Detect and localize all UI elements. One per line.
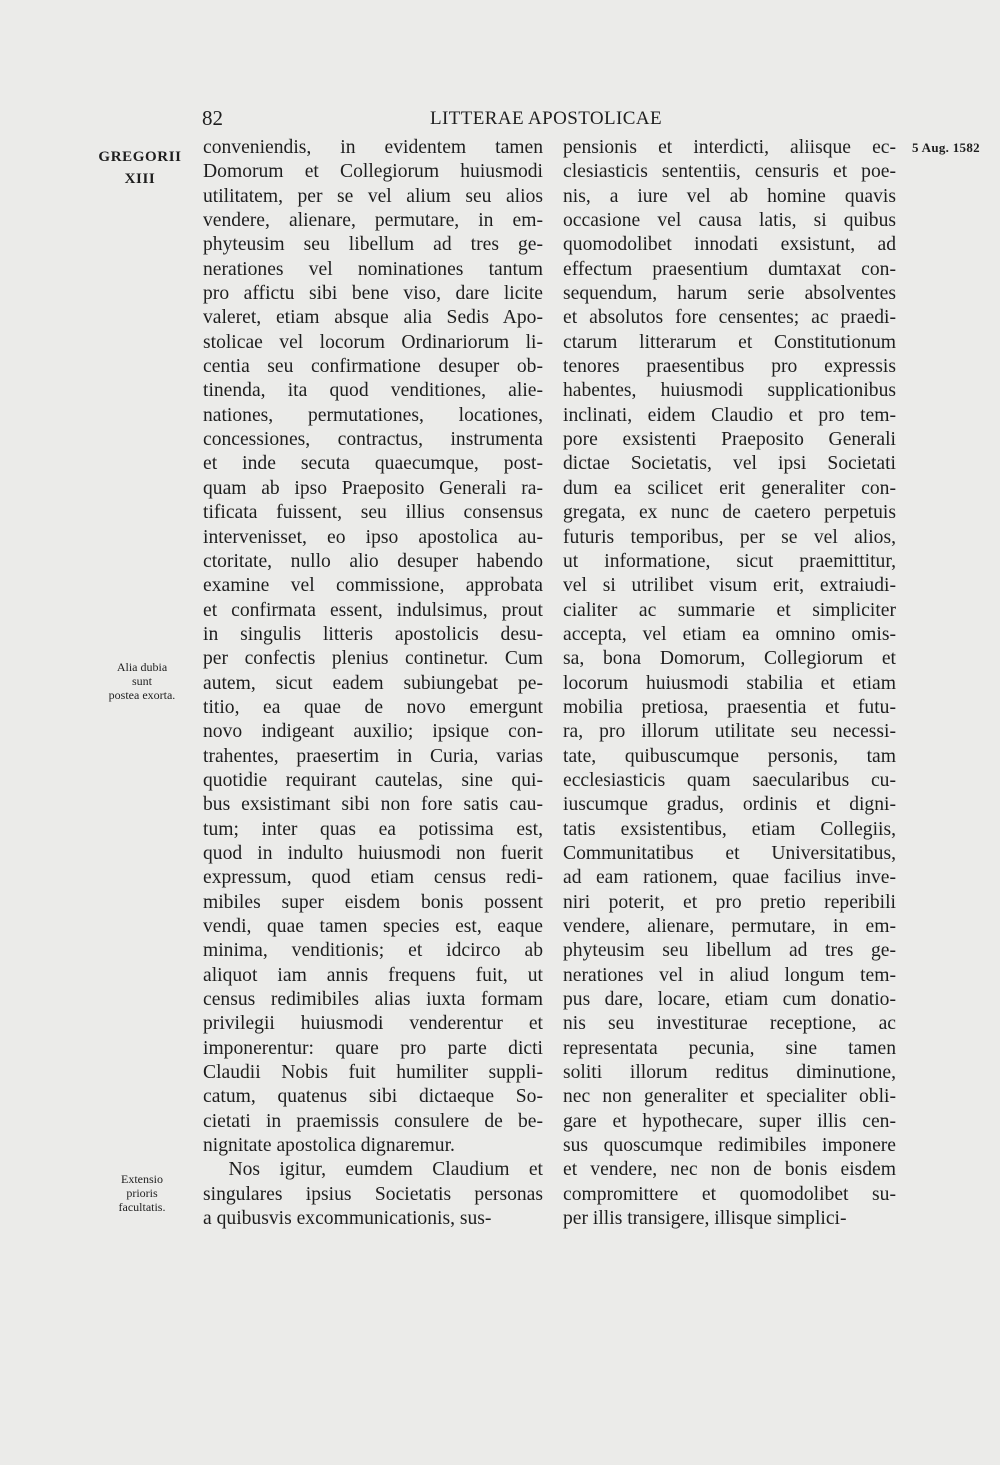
text-line: inclinati, eidem Claudio et pro tem-: [563, 404, 896, 426]
margin-note-extensio: [100, 1172, 184, 1214]
text-line: nerationes vel nominationes tantum: [203, 258, 543, 280]
text-line: representata pecunia, sine tamen: [563, 1037, 896, 1059]
margin-note-line: sunt: [131, 674, 152, 688]
margin-note-line: prioris: [126, 1186, 158, 1200]
text-line: habentes, huiusmodi supplicationibus: [563, 380, 896, 402]
text-line: ecclesiasticis quam saecularibus cu-: [563, 769, 896, 791]
text-line: singulares ipsius Societatis personas: [203, 1183, 543, 1205]
text-line: Claudii Nobis fuit humiliter suppli-: [203, 1062, 543, 1084]
text-line: pro affictu sibi bene viso, dare licite: [203, 283, 543, 305]
text-line: soliti illorum reditus diminutione,: [563, 1062, 896, 1084]
text-line: expressum, quod etiam census redi-: [203, 867, 543, 889]
text-line: quod in indulto huiusmodi non fuerit: [203, 842, 543, 864]
text-line: ut informatione, sicut praemittitur,: [563, 550, 896, 572]
margin-date: 5 Aug. 1582: [912, 140, 980, 155]
running-title: LITTERAE APOSTOLICAE: [430, 108, 662, 129]
text-line: et vendere, nec non de bonis eisdem: [563, 1159, 896, 1181]
text-line: vel si utrilibet visum erit, extraiudi-: [563, 575, 896, 597]
text-line: valeret, etiam absque alia Sedis Apo-: [203, 307, 543, 329]
margin-title-line: XIII: [124, 171, 156, 187]
text-column-left: [203, 136, 543, 1231]
text-line: titio, ea quae de novo emergunt: [203, 696, 543, 718]
text-line: ctarum litterarum et Constitutionum: [563, 331, 896, 353]
text-line: pensionis et interdicti, aliisque ec-: [563, 137, 896, 158]
text-line: gare et hypothecare, super illis cen-: [563, 1110, 896, 1132]
margin-note-alia-dubia: [100, 660, 184, 702]
text-line: minima, venditionis; et idcirco ab: [203, 940, 543, 962]
text-line: privilegii huiusmodi venderentur et: [203, 1013, 543, 1035]
text-line: locorum huiusmodi stabilia et etiam: [563, 672, 896, 694]
text-line: niri poterit, et pro pretio reperibili: [563, 891, 896, 913]
page-number: 82: [202, 106, 223, 130]
text-line: dictae Societatis, vel ipsi Societati: [563, 453, 896, 475]
text-line: Nos igitur, eumdem Claudium et: [228, 1159, 543, 1181]
text-line: sequendum, harum serie absolventes: [563, 283, 896, 305]
text-line: per confectis plenius continetur. Cum: [203, 648, 543, 670]
text-line: trahentes, praesertim in Curia, varias: [203, 745, 543, 767]
text-line: occasione vel causa latis, si quibus: [563, 210, 896, 232]
margin-pontiff-title: [94, 146, 186, 190]
text-line: ctoritate, nullo alio desuper habendo: [203, 550, 543, 572]
text-line: vendi, quae tamen species est, eaque: [203, 916, 543, 937]
text-line: catum, quatenus sibi dictaeque So-: [203, 1086, 543, 1108]
margin-note-line: postea exorta.: [108, 688, 176, 702]
text-line: et confirmata essent, indulsimus, prout: [203, 599, 543, 621]
text-line: quam ab ipso Praeposito Generali ra-: [203, 477, 543, 499]
text-line: bus exsistimant sibi non fore satis cau-: [203, 794, 543, 816]
text-line: dum ea scilicet erit generaliter con-: [563, 477, 896, 499]
text-line: tum; inter quas ea potissima est,: [203, 818, 543, 840]
text-line: nis seu investiturae receptione, ac: [563, 1013, 896, 1035]
text-line: mobilia pretiosa, praesentia et futu-: [563, 696, 896, 718]
text-line: compromittere et quomodolibet su-: [563, 1183, 896, 1205]
margin-note-line: facultatis.: [118, 1200, 166, 1214]
text-line: conveniendis, in evidentem tamen: [203, 137, 543, 158]
text-line: et inde secuta quaecumque, post-: [203, 453, 543, 475]
text-line: quomodolibet innodati exsistunt, ad: [563, 234, 896, 256]
text-line: sa, bona Domorum, Collegiorum et: [563, 648, 896, 670]
text-line: clesiasticis sententiis, censuris et poe-: [563, 161, 896, 183]
text-line: imponerentur: quare pro parte dicti: [203, 1037, 543, 1059]
text-line: effectum praesentium dumtaxat con-: [563, 258, 896, 280]
text-line: examine vel commissione, approbata: [203, 575, 543, 597]
text-line: phyteusim seu libellum ad tres ge-: [203, 234, 543, 256]
text-line: phyteusim seu libellum ad tres ge-: [563, 940, 896, 962]
text-line: sus quoscumque redimibiles imponere: [563, 1135, 896, 1157]
text-line: autem, sicut eadem subiungebat pe-: [203, 672, 543, 694]
text-column-right: [563, 136, 896, 1231]
text-line: per illis transigere, illisque simplici-: [563, 1208, 847, 1230]
text-line: futuris temporibus, per se vel alios,: [563, 526, 896, 548]
text-line: ad eam rationem, quae facilius inve-: [563, 867, 896, 889]
text-line: Communitatibus et Universitatibus,: [563, 842, 896, 864]
text-line: tatis exsistentibus, etiam Collegiis,: [563, 818, 896, 840]
text-line: quotidie requirant cautelas, sine qui-: [203, 769, 543, 791]
text-line: centia seu confirmatione desuper ob-: [203, 356, 543, 378]
text-line: gregata, ex nunc de caetero perpetuis: [563, 502, 896, 524]
text-line: tate, quibuscumque personis, tam: [563, 745, 896, 767]
text-line: census redimibiles alias iuxta formam: [203, 989, 543, 1011]
text-line: accepta, vel etiam ea omnino omis-: [563, 623, 896, 645]
text-line: cialiter ac summarie et simpliciter: [563, 599, 896, 621]
text-line: iuscumque gradus, ordinis et digni-: [563, 794, 896, 816]
text-line: ra, pro illorum utilitate seu necessi-: [563, 721, 896, 743]
text-line: nignitate apostolica dignaremur.: [203, 1135, 455, 1157]
text-line: aliquot iam annis frequens fuit, ut: [203, 964, 543, 986]
text-line: vendere, alienare, permutare, in em-: [563, 916, 896, 937]
text-line: cietati in praemissis consulere de be-: [203, 1110, 543, 1132]
text-line: in singulis litteris apostolicis desu-: [203, 623, 543, 645]
text-line: utilitatem, per se vel alium seu alios: [203, 185, 543, 207]
text-line: tificata fuissent, seu illius consensus: [203, 502, 543, 524]
text-line: et absolutos fore censentes; ac praedi-: [563, 307, 896, 329]
margin-note-line: Extensio: [121, 1172, 163, 1186]
text-line: pus dare, locare, etiam cum donatio-: [563, 989, 896, 1011]
text-line: pore exsistenti Praeposito Generali: [563, 429, 896, 451]
text-line: vendere, alienare, permutare, in em-: [203, 210, 543, 232]
margin-title-line: GREGORII: [98, 149, 182, 165]
text-line: tinenda, ita quod venditiones, alie-: [203, 380, 543, 402]
text-line: tenores praesentibus pro expressis: [563, 356, 896, 378]
text-line: nationes, permutationes, locationes,: [203, 404, 543, 426]
text-line: nec non generaliter et specialiter obli-: [563, 1086, 896, 1108]
text-line: stolicae vel locorum Ordinariorum li-: [203, 331, 543, 353]
text-line: mibiles super eisdem bonis possent: [203, 891, 543, 913]
text-line: a quibusvis excommunicationis, sus-: [203, 1208, 492, 1230]
text-line: nerationes vel in aliud longum tem-: [563, 964, 896, 986]
margin-note-line: Alia dubia: [116, 660, 168, 674]
text-line: novo indigeant auxilio; ipsique con-: [203, 721, 543, 743]
text-line: intervenisset, eo ipso apostolica au-: [203, 526, 543, 548]
text-line: Domorum et Collegiorum huiusmodi: [203, 161, 543, 183]
text-line: concessiones, contractus, instrumenta: [203, 429, 543, 451]
text-line: nis, a iure vel ab homine quavis: [563, 185, 896, 207]
